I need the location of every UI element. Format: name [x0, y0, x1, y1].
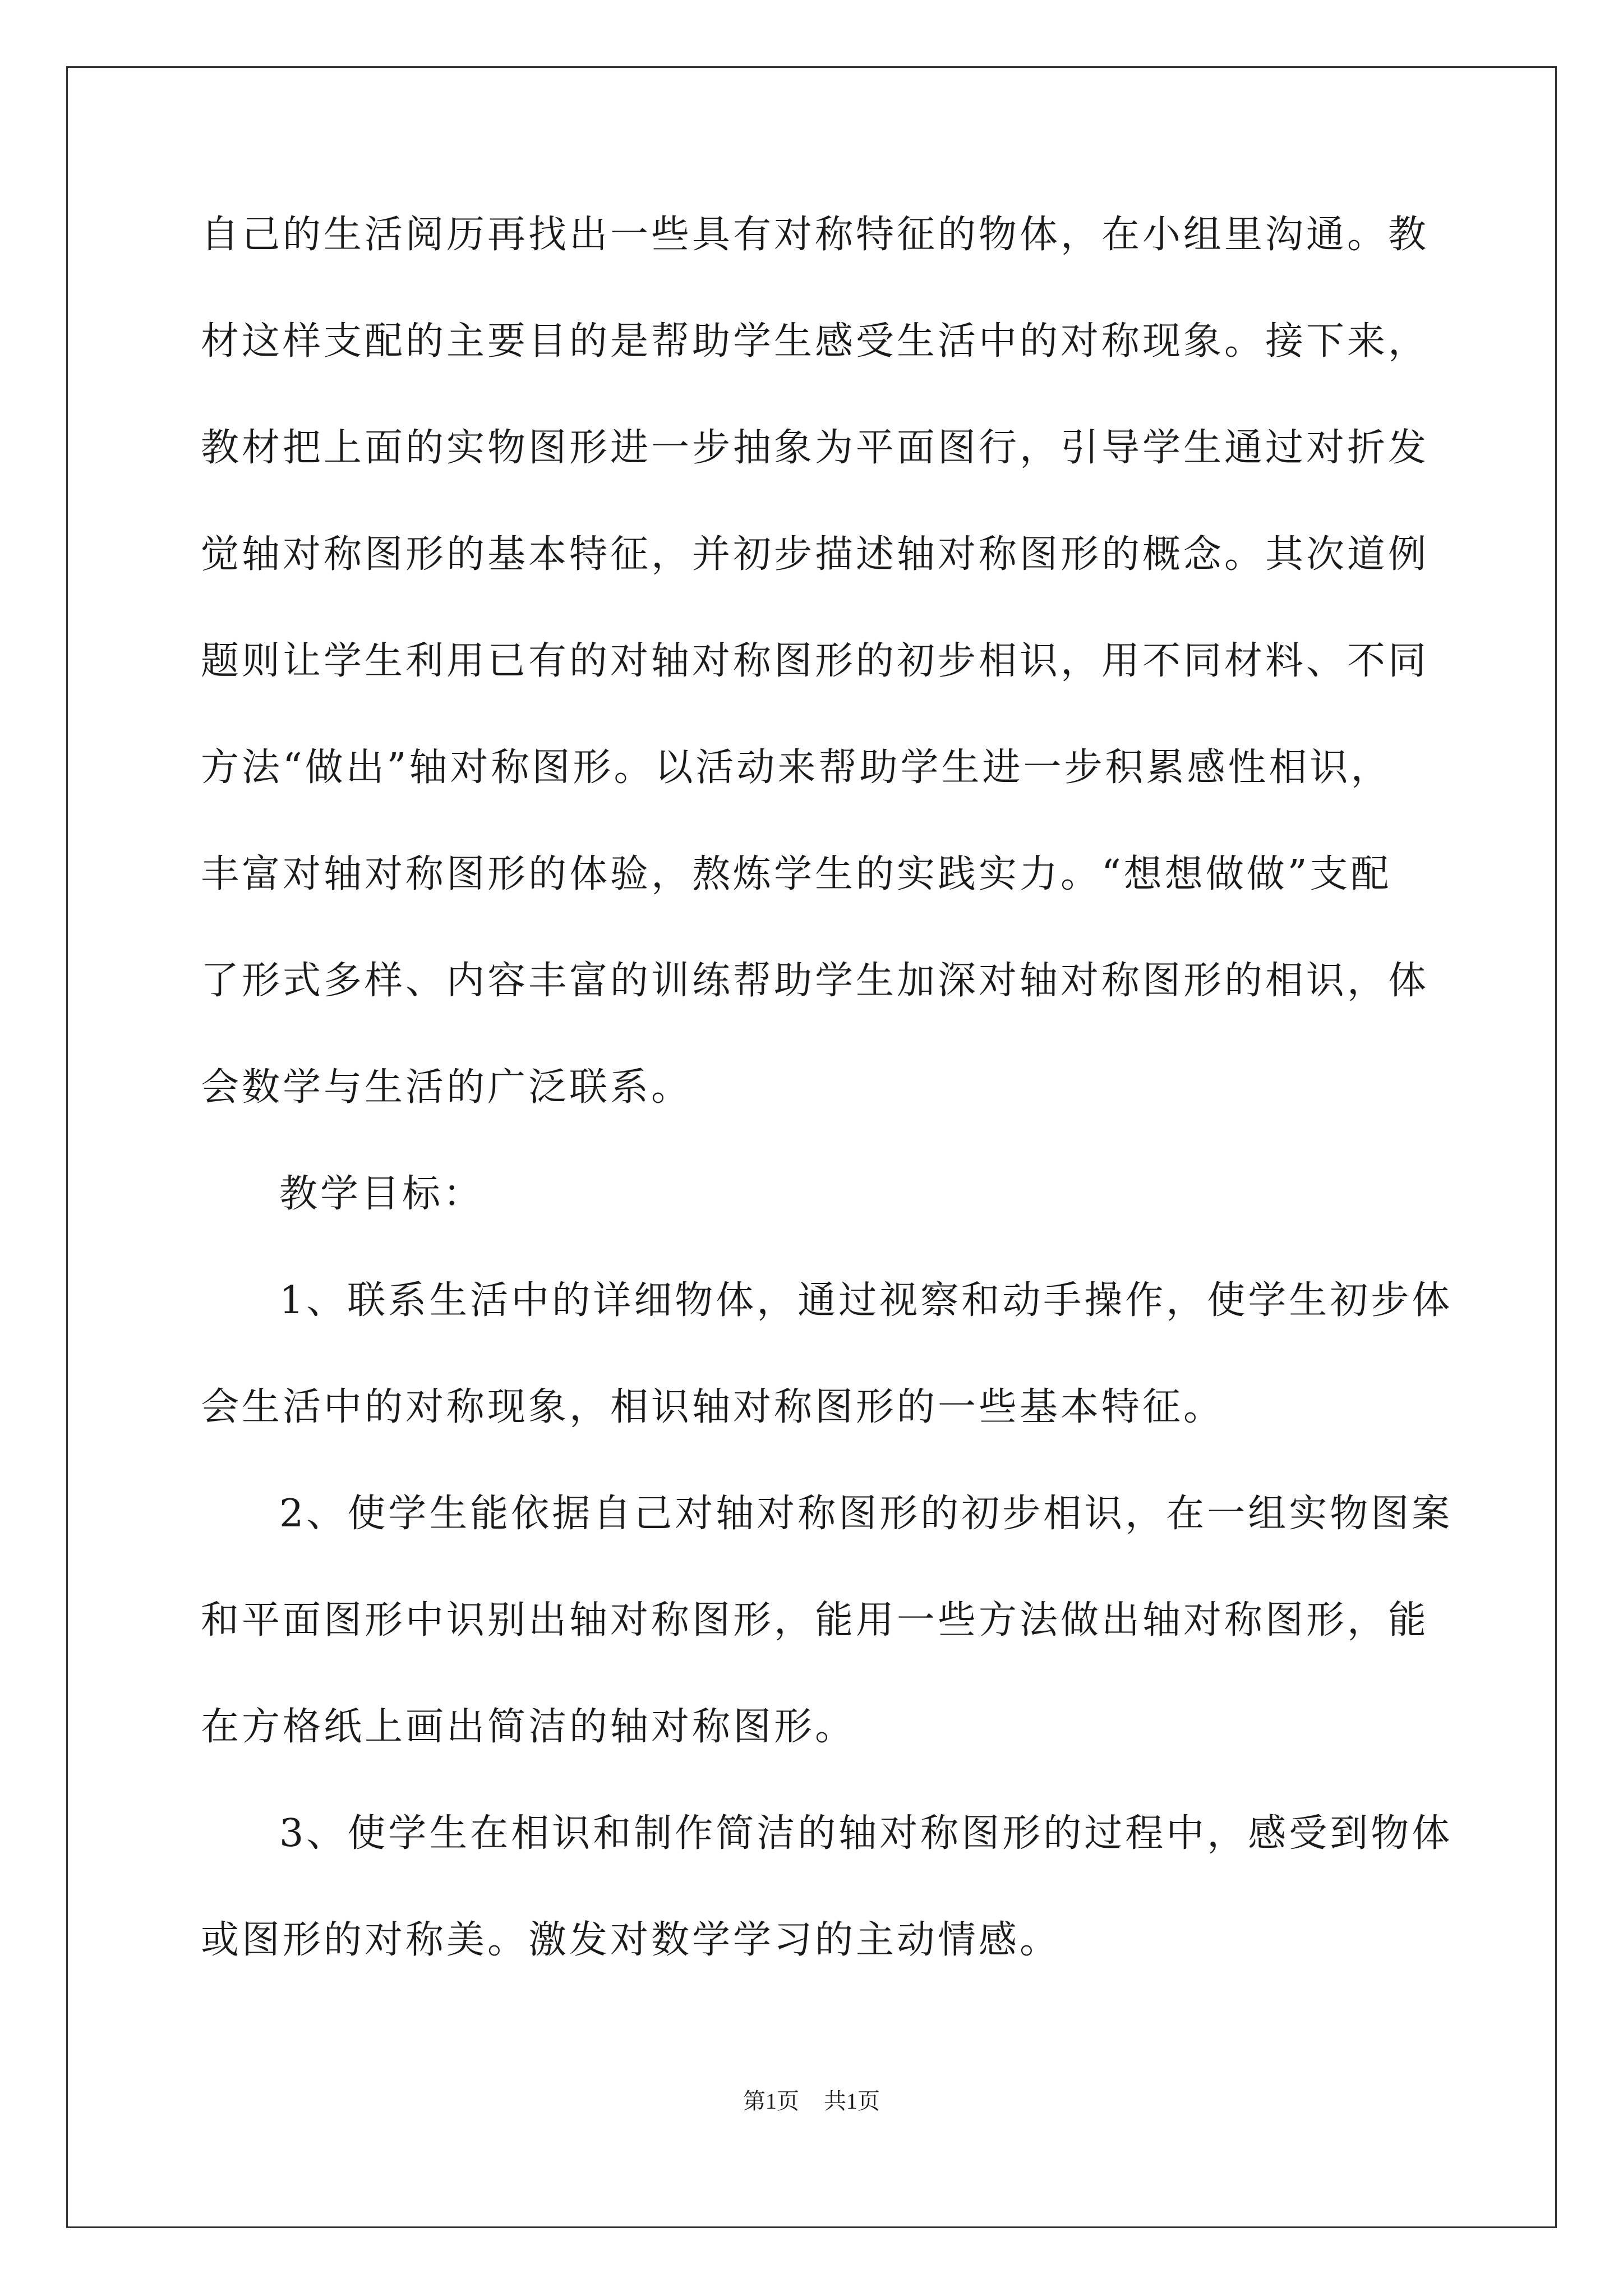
text-line: 觉轴对称图形的基本特征，并初步描述轴对称图形的概念。其次道例	[201, 532, 1430, 577]
text-line: 自己的生活阅历再找出一些具有对称特征的物体，在小组里沟通。教	[201, 213, 1430, 257]
text-line: 和平面图形中识别出轴对称图形，能用一些方法做出轴对称图形，能	[201, 1598, 1430, 1642]
text-line: 题则让学生利用已有的对轴对称图形的初步相识，用不同材料、不同	[201, 639, 1430, 683]
document-body	[201, 213, 1453, 2028]
text-line: 会生活中的对称现象，相识轴对称图形的一些基本特征。	[201, 1385, 1225, 1429]
objective-item-3: 3、使学生在相识和制作简洁的轴对称图形的过程中，感受到物体	[279, 1811, 1453, 1856]
section-heading: 教学目标：	[279, 1172, 485, 1216]
objective-item-2: 2、使学生能依据自己对轴对称图形的初步相识，在一组实物图案	[279, 1492, 1453, 1536]
text-line: 材这样支配的主要目的是帮助学生感受生活中的对称现象。接下来，	[201, 319, 1430, 364]
text-line: 了形式多样、内容丰富的训练帮助学生加深对轴对称图形的相识，体	[201, 959, 1430, 1003]
text-line: 或图形的对称美。激发对数学学习的主动情感。	[201, 1918, 1061, 1962]
text-line: 丰富对轴对称图形的体验，熬炼学生的实践实力。“想想做做”支配	[201, 852, 1392, 896]
page-total: 共1页	[824, 2088, 880, 2114]
text-line: 教材把上面的实物图形进一步抽象为平面图行，引导学生通过对折发	[201, 426, 1430, 470]
text-line: 在方格纸上画出简洁的轴对称图形。	[201, 1705, 856, 1749]
page-number: 第1页	[743, 2088, 799, 2114]
text-line: 方法“做出”轴对称图形。以活动来帮助学生进一步积累感性相识，	[201, 746, 1392, 790]
objective-item-1: 1、联系生活中的详细物体，通过视察和动手操作，使学生初步体	[279, 1278, 1453, 1323]
page-footer	[0, 2090, 1623, 2113]
text-line: 会数学与生活的广泛联系。	[201, 1065, 693, 1110]
